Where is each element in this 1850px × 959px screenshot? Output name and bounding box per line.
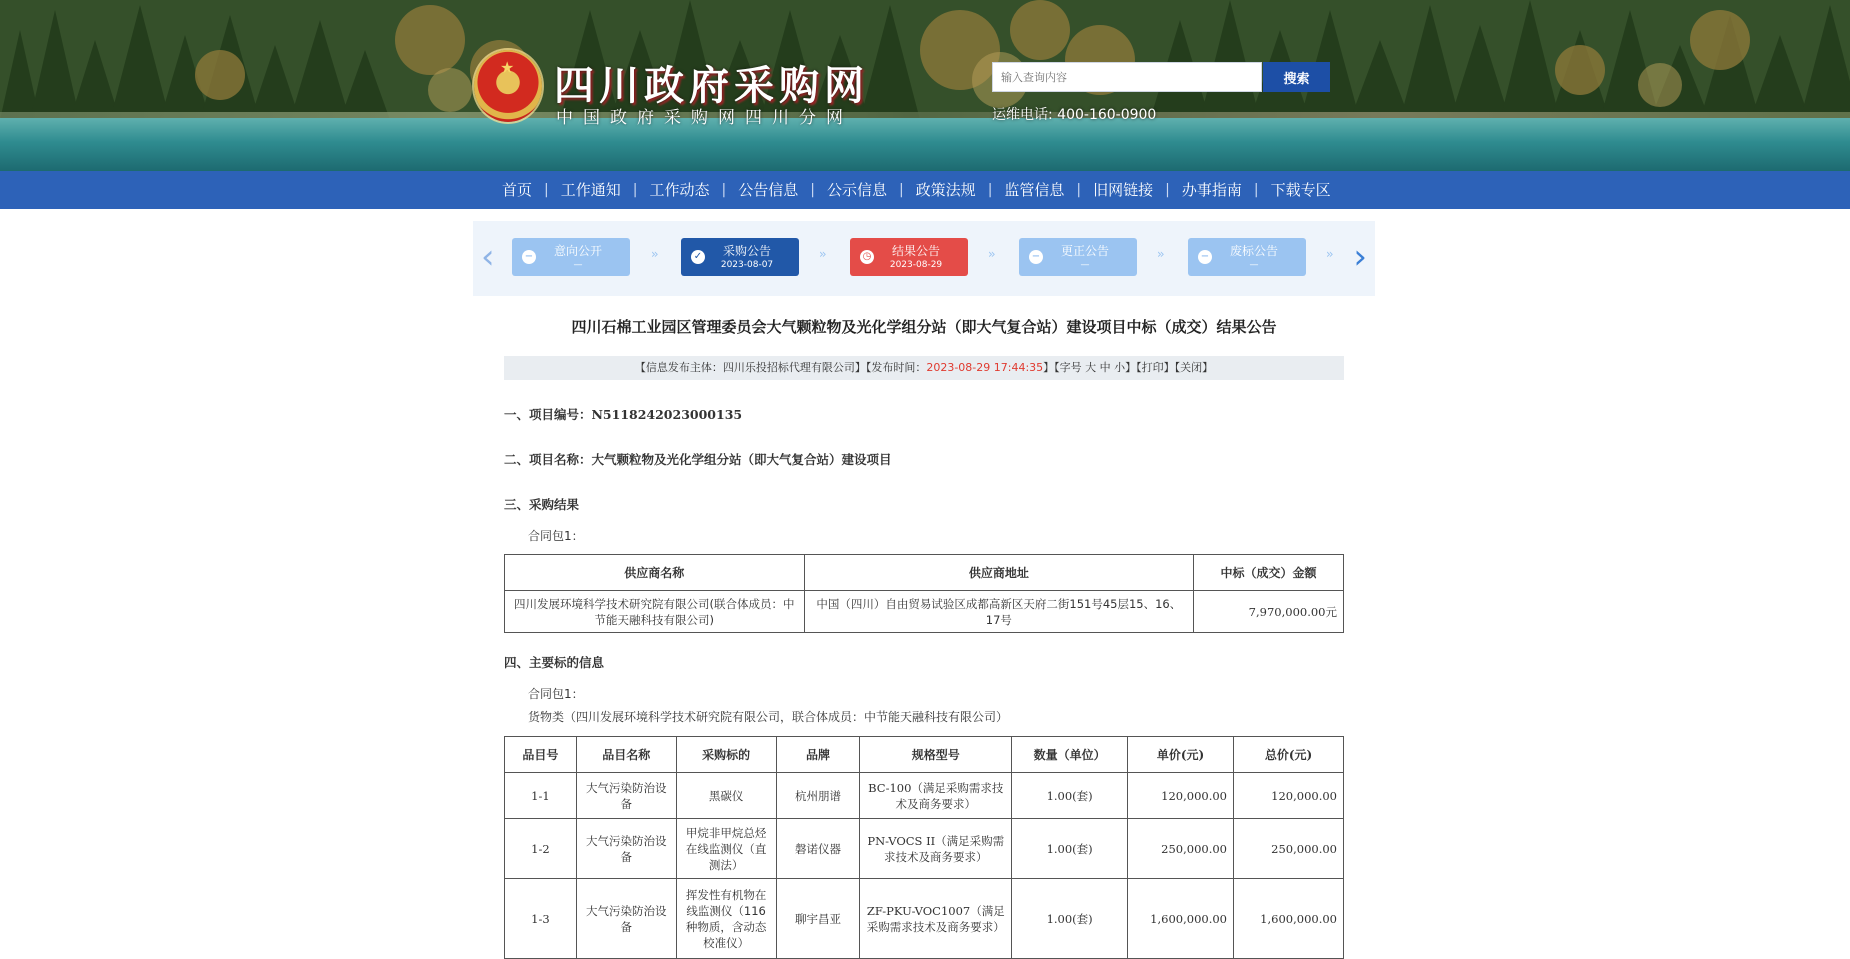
step-abandon[interactable] xyxy=(1188,238,1306,276)
item-qty: 1.00(套) xyxy=(1012,773,1128,819)
site-title: 四川政府采购网 xyxy=(554,62,869,109)
nav-separator: | xyxy=(1076,182,1082,198)
nav-supervision[interactable]: 监管信息 xyxy=(1004,181,1065,199)
step-name: 意向公开 xyxy=(553,244,602,258)
col-total-price: 总价(元) xyxy=(1234,737,1344,773)
col-amount: 中标（成交）金额 xyxy=(1194,555,1344,591)
supplier-name: 四川发展环境科学技术研究院有限公司(联合体成员：中节能天融科技有限公司) xyxy=(505,591,805,633)
minus-icon: − xyxy=(522,250,536,264)
step-name: 废标公告 xyxy=(1229,244,1278,258)
col-item-category: 品目名称 xyxy=(576,737,676,773)
item-total-price: 120,000.00 xyxy=(1234,773,1344,819)
clock-icon: ◷ xyxy=(860,250,874,264)
procurement-step-bar xyxy=(473,221,1375,296)
item-target: 挥发性有机物在线监测仪（116种物质，含动态校准仪） xyxy=(676,879,776,959)
table-row xyxy=(505,819,1344,879)
section-project-number: 一、项目编号：N5118242023000135 xyxy=(504,407,743,422)
meta-publisher-label: 【信息发布主体： xyxy=(634,361,723,374)
table-row xyxy=(505,591,1344,633)
meta-actions[interactable]: 】【字号 大 中 小】【打印】【关闭】 xyxy=(1043,361,1214,374)
package-label: 合同包1： xyxy=(528,687,584,701)
nav-separator: | xyxy=(810,182,815,198)
nav-publicity[interactable]: 公示信息 xyxy=(826,181,887,199)
search-input[interactable] xyxy=(992,62,1262,92)
supplier-address: 中国（四川）自由贸易试验区成都高新区天府二街151号45层15、16、17号 xyxy=(804,591,1193,633)
meta-time: 2023-08-29 17:44:35 xyxy=(926,361,1044,374)
items-table xyxy=(504,736,1344,959)
item-category: 大气污染防治设备 xyxy=(576,879,676,959)
section-main-items: 四、主要标的信息 xyxy=(504,655,605,670)
item-brand: 磐诺仪器 xyxy=(776,819,860,879)
item-total-price: 1,600,000.00 xyxy=(1234,879,1344,959)
nav-separator: | xyxy=(632,182,638,198)
col-item-no: 品目号 xyxy=(505,737,577,773)
meta-publisher: 四川乐投招标代理有限公司】 xyxy=(722,361,866,374)
item-qty: 1.00(套) xyxy=(1012,879,1128,959)
hotline-text: 运维电话: 400-160-0900 xyxy=(992,107,1157,123)
double-chevron-icon: ›› xyxy=(988,247,994,261)
step-date: — xyxy=(1080,260,1090,270)
article-meta xyxy=(504,356,1344,380)
nav-separator: | xyxy=(1253,182,1259,198)
item-unit-price: 120,000.00 xyxy=(1128,773,1234,819)
double-chevron-icon: ›› xyxy=(1157,247,1163,261)
col-brand: 品牌 xyxy=(776,737,860,773)
national-emblem-icon: ★ xyxy=(474,50,542,122)
table-row xyxy=(505,773,1344,819)
nav-separator: | xyxy=(987,182,993,198)
item-category: 大气污染防治设备 xyxy=(576,773,676,819)
nav-old-site[interactable]: 旧网链接 xyxy=(1093,181,1154,199)
col-unit-price: 单价(元) xyxy=(1128,737,1234,773)
item-model: PN-VOCS II（满足采购需求技术及商务要求） xyxy=(860,819,1012,879)
meta-time-label: 【发布时间： xyxy=(865,361,927,374)
item-no: 1-3 xyxy=(505,879,577,959)
nav-announcements[interactable]: 公告信息 xyxy=(738,181,799,199)
chevron-left-icon[interactable]: ‹ xyxy=(481,237,495,277)
check-icon: ✓ xyxy=(691,250,705,264)
goods-line: 货物类（四川发展环境科学技术研究院有限公司，联合体成员：中节能天融科技有限公司） xyxy=(528,710,1009,724)
step-date: — xyxy=(573,260,583,270)
item-target: 黑碳仪 xyxy=(676,773,776,819)
step-intent[interactable] xyxy=(512,238,630,276)
step-result[interactable] xyxy=(850,238,968,276)
step-date: 2023-08-07 xyxy=(720,260,774,270)
step-date: 2023-08-29 xyxy=(889,260,943,270)
site-subtitle: 中国政府采购网四川分网 xyxy=(556,108,853,128)
header-banner xyxy=(0,0,1850,171)
minus-icon: − xyxy=(1198,250,1212,264)
nav-separator: | xyxy=(898,182,904,198)
table-row xyxy=(505,879,1344,959)
item-no: 1-2 xyxy=(505,819,577,879)
nav-work-news[interactable]: 工作动态 xyxy=(649,181,710,199)
double-chevron-icon: ›› xyxy=(819,247,825,261)
nav-separator: | xyxy=(721,182,727,198)
table-header-row xyxy=(505,737,1344,773)
item-brand: 聊宇昌亚 xyxy=(776,879,860,959)
main-nav xyxy=(0,171,1850,209)
minus-icon: − xyxy=(1029,250,1043,264)
step-procurement[interactable] xyxy=(681,238,799,276)
item-total-price: 250,000.00 xyxy=(1234,819,1344,879)
item-unit-price: 250,000.00 xyxy=(1128,819,1234,879)
item-target: 甲烷非甲烷总烃在线监测仪（直测法） xyxy=(676,819,776,879)
forest-background xyxy=(0,0,1850,120)
award-amount: 7,970,000.00元 xyxy=(1194,591,1344,633)
table-header-row xyxy=(505,555,1344,591)
double-chevron-icon: ›› xyxy=(1326,247,1332,261)
package-label: 合同包1： xyxy=(528,529,584,543)
article-title: 四川石棉工业园区管理委员会大气颗粒物及光化学组分站（即大气复合站）建设项目中标（成交）结果公告 xyxy=(571,318,1277,336)
lake xyxy=(0,118,1850,171)
item-category: 大气污染防治设备 xyxy=(576,819,676,879)
item-no: 1-1 xyxy=(505,773,577,819)
section-procurement-result: 三、采购结果 xyxy=(504,497,580,512)
step-correction[interactable] xyxy=(1019,238,1137,276)
nav-policy[interactable]: 政策法规 xyxy=(915,181,976,199)
item-qty: 1.00(套) xyxy=(1012,819,1128,879)
item-model: BC-100（满足采购需求技术及商务要求） xyxy=(860,773,1012,819)
step-name: 更正公告 xyxy=(1060,244,1109,258)
col-model: 规格型号 xyxy=(860,737,1012,773)
search-button[interactable]: 搜索 xyxy=(1263,62,1330,92)
nav-separator: | xyxy=(1165,182,1170,198)
step-date: — xyxy=(1249,260,1259,270)
nav-home[interactable]: 首页 xyxy=(502,181,533,199)
result-table xyxy=(504,554,1344,633)
nav-downloads[interactable]: 下载专区 xyxy=(1270,181,1331,199)
nav-guide[interactable]: 办事指南 xyxy=(1181,181,1242,199)
col-quantity: 数量（单位） xyxy=(1012,737,1128,773)
section-project-name: 二、项目名称：大气颗粒物及光化学组分站（即大气复合站）建设项目 xyxy=(504,452,892,467)
chevron-right-icon[interactable]: › xyxy=(1353,237,1367,277)
nav-work-notice[interactable]: 工作通知 xyxy=(560,181,621,199)
col-supplier-name: 供应商名称 xyxy=(505,555,805,591)
item-model: ZF-PKU-VOC1007（满足采购需求技术及商务要求） xyxy=(860,879,1012,959)
col-supplier-address: 供应商地址 xyxy=(804,555,1193,591)
step-name: 采购公告 xyxy=(722,244,771,258)
col-item-target: 采购标的 xyxy=(676,737,776,773)
item-unit-price: 1,600,000.00 xyxy=(1128,879,1234,959)
item-brand: 杭州朋谱 xyxy=(776,773,860,819)
step-name: 结果公告 xyxy=(891,244,940,258)
double-chevron-icon: ›› xyxy=(651,247,657,261)
nav-separator: | xyxy=(544,182,549,198)
